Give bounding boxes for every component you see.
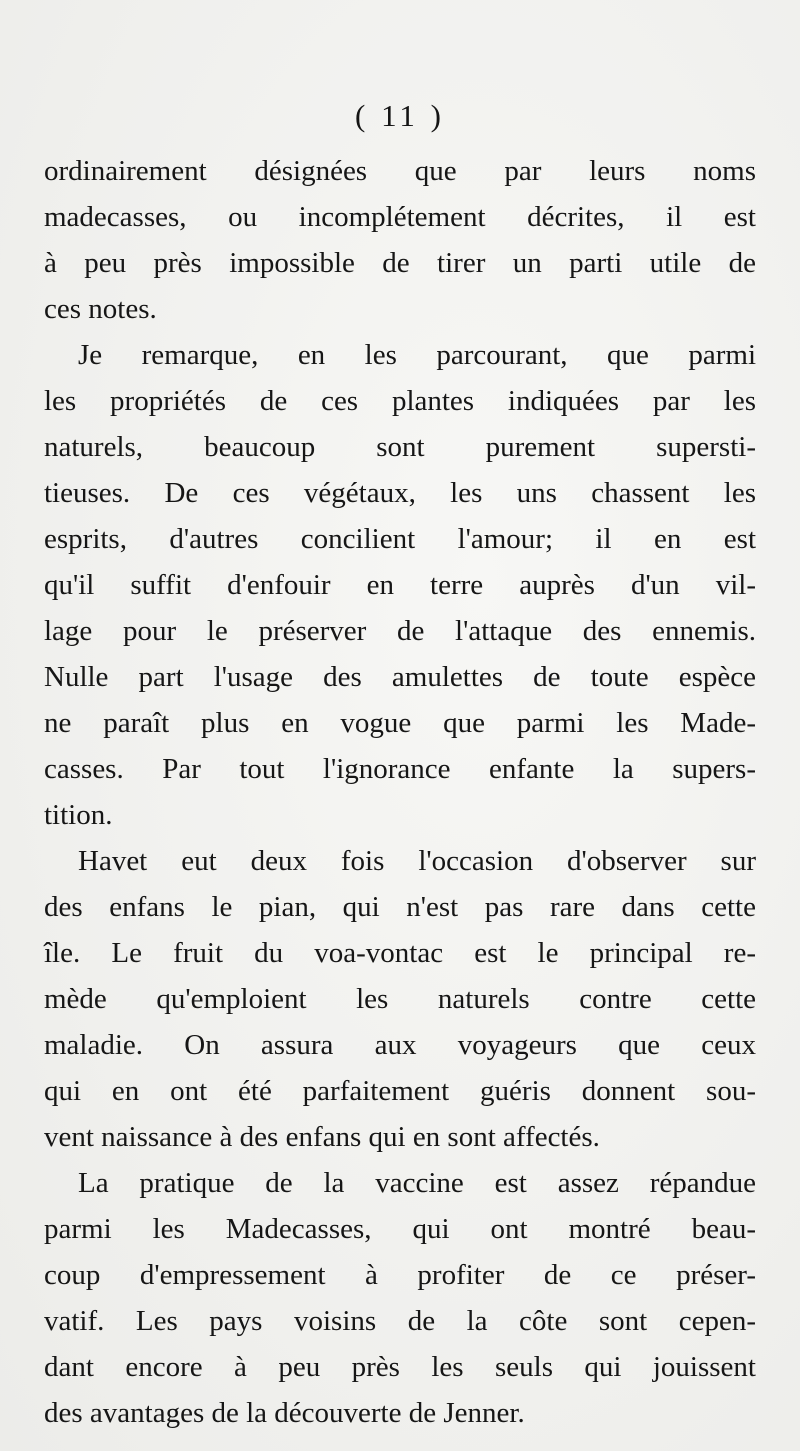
page-number: ( 11 ) — [355, 98, 445, 133]
text-line: les propriétés de ces plantes indiquées par les — [44, 385, 756, 417]
text-line: vent naissance à des enfans qui en sont affectés. — [44, 1121, 600, 1153]
text-line: coup d'empressement à profiter de ce préser- — [44, 1259, 756, 1291]
text-line: casses. Par tout l'ignorance enfante la supers- — [44, 753, 756, 785]
text-line: vatif. Les pays voisins de la côte sont cepen- — [44, 1305, 756, 1337]
text-line: maladie. On assura aux voyageurs que ceux — [44, 1029, 756, 1061]
text-line: île. Le fruit du voa-vontac est le principal re- — [44, 937, 756, 969]
text-line: La pratique de la vaccine est assez répandue — [78, 1167, 756, 1199]
text-line: lage pour le préserver de l'attaque des ennemis. — [44, 615, 756, 647]
text-line: tition. — [44, 799, 113, 831]
text-line: des enfans le pian, qui n'est pas rare dans cette — [44, 891, 756, 923]
text-line: qu'il suffit d'enfouir en terre auprès d'un vil- — [44, 569, 756, 601]
text-line: naturels, beaucoup sont purement supersti- — [44, 431, 756, 463]
text-line: parmi les Madecasses, qui ont montré beau- — [44, 1213, 756, 1245]
text-line: ces notes. — [44, 293, 157, 325]
text-line: ne paraît plus en vogue que parmi les Made- — [44, 707, 756, 739]
text-line: Havet eut deux fois l'occasion d'observer sur — [78, 845, 756, 877]
text-line: tieuses. De ces végétaux, les uns chassent les — [44, 477, 756, 509]
text-line: qui en ont été parfaitement guéris donnent sou- — [44, 1075, 756, 1107]
text-line: madecasses, ou incomplétement décrites, il est — [44, 201, 756, 233]
text-line: esprits, d'autres concilient l'amour; il en est — [44, 523, 756, 555]
text-line: à peu près impossible de tirer un parti utile de — [44, 247, 756, 279]
body-text — [44, 148, 756, 1436]
text-line: Nulle part l'usage des amulettes de toute espèce — [44, 661, 756, 693]
text-line: des avantages de la découverte de Jenner. — [44, 1397, 525, 1429]
text-line: mède qu'emploient les naturels contre cette — [44, 983, 756, 1015]
text-line: Je remarque, en les parcourant, que parmi — [78, 339, 756, 371]
text-line: dant encore à peu près les seuls qui jouissent — [44, 1351, 756, 1383]
text-line: ordinairement désignées que par leurs noms — [44, 155, 756, 187]
